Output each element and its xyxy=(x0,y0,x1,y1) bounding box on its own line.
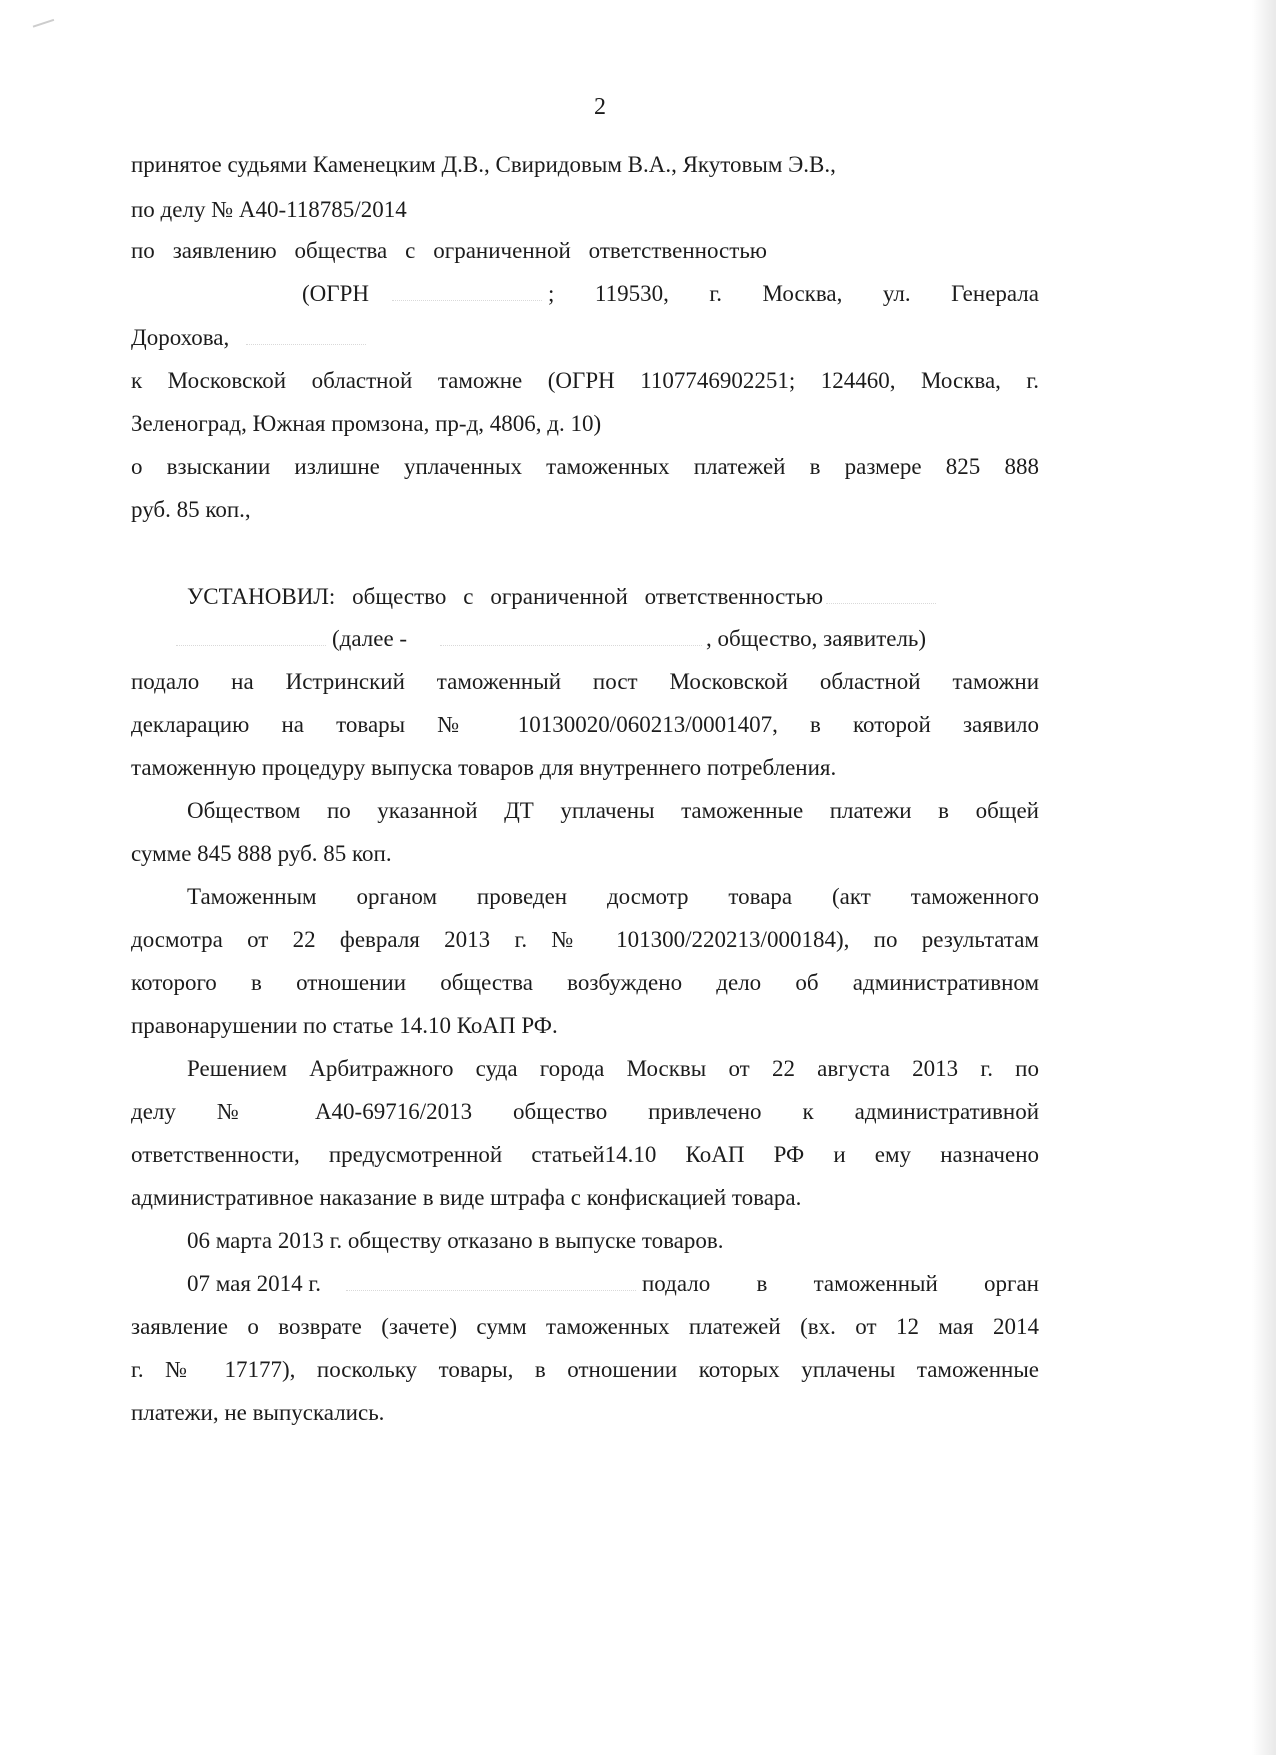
page-number: 2 xyxy=(594,94,606,120)
respondent-line: к Московской областной таможне (ОГРН 1107746902251; 124460, Москва, г. xyxy=(131,368,1039,393)
redacted-company-name xyxy=(826,589,936,604)
paragraph-line: делу № А40-69716/2013 общество привлечено к административной xyxy=(131,1099,1039,1124)
paragraph-line: сумме 845 888 руб. 85 коп. xyxy=(131,841,392,866)
claim-amount-line: руб. 85 коп., xyxy=(131,497,251,522)
paragraph-line: правонарушении по статье 14.10 КоАП РФ. xyxy=(131,1013,558,1038)
redacted-abbreviation xyxy=(440,631,702,646)
scan-page-edge xyxy=(1252,0,1276,1755)
abbreviation-line-end: , общество, заявитель) xyxy=(706,626,927,651)
paragraph-line: 06 марта 2013 г. обществу отказано в выпуске товаров. xyxy=(187,1228,724,1253)
paragraph-line: таможенную процедуру выпуска товаров для внутреннего потребления. xyxy=(131,755,837,780)
applicant-address-line: ; 119530, г. Москва, ул. Генерала xyxy=(548,281,1039,306)
paragraph-line-start: 07 мая 2014 г. xyxy=(187,1271,322,1296)
paragraph-line: Обществом по указанной ДТ уплачены таможенные платежи в общей xyxy=(187,798,1039,823)
paragraph-line: Решением Арбитражного суда города Москвы от 22 августа 2013 г. по xyxy=(187,1056,1039,1081)
redacted-company-name xyxy=(346,1276,636,1291)
applicant-address-street: Дорохова, xyxy=(131,325,230,350)
paragraph-line-end: подало в таможенный орган xyxy=(642,1271,1039,1296)
scan-speck-mark xyxy=(33,19,58,37)
case-number-line: по делу № А40-118785/2014 xyxy=(131,197,407,222)
abbreviation-label: (далее - xyxy=(332,626,408,651)
redacted-address xyxy=(246,330,366,345)
paragraph-line: подало на Истринский таможенный пост Московской областной таможни xyxy=(131,669,1039,694)
judges-line: принятое судьями Каменецким Д.В., Свиридовым В.А., Якутовым Э.В., xyxy=(131,152,836,177)
respondent-address-line: Зеленоград, Южная промзона, пр-д, 4806, д. 10) xyxy=(131,411,602,436)
paragraph-line: ответственности, предусмотренной статьей14.10 КоАП РФ и ему назначено xyxy=(131,1142,1039,1167)
redacted-company-name-cont xyxy=(176,631,326,646)
paragraph-line: административное наказание в виде штрафа с конфискацией товара. xyxy=(131,1185,802,1210)
redacted-ogrn xyxy=(392,286,542,301)
applicant-ogrn-label: (ОГРН xyxy=(302,281,369,306)
established-line: УСТАНОВИЛ: общество с ограниченной ответственностью xyxy=(187,584,823,609)
paragraph-line: заявление о возврате (зачете) сумм таможенных платежей (вх. от 12 мая 2014 xyxy=(131,1314,1039,1339)
paragraph-line: досмотра от 22 февраля 2013 г. № 101300/220213/000184), по результатам xyxy=(131,927,1039,952)
paragraph-line: г. № 17177), поскольку товары, в отношении которых уплачены таможенные xyxy=(131,1357,1039,1382)
paragraph-line: которого в отношении общества возбуждено дело об административном xyxy=(131,970,1039,995)
claim-line: о взыскании излишне уплаченных таможенных платежей в размере 825 888 xyxy=(131,454,1039,479)
paragraph-line: платежи, не выпускались. xyxy=(131,1400,385,1425)
applicant-line: по заявлению общества с ограниченной ответственностью xyxy=(131,238,767,263)
paragraph-line: декларацию на товары № 10130020/060213/0001407, в которой заявило xyxy=(131,712,1039,737)
paragraph-line: Таможенным органом проведен досмотр товара (акт таможенного xyxy=(187,884,1039,909)
